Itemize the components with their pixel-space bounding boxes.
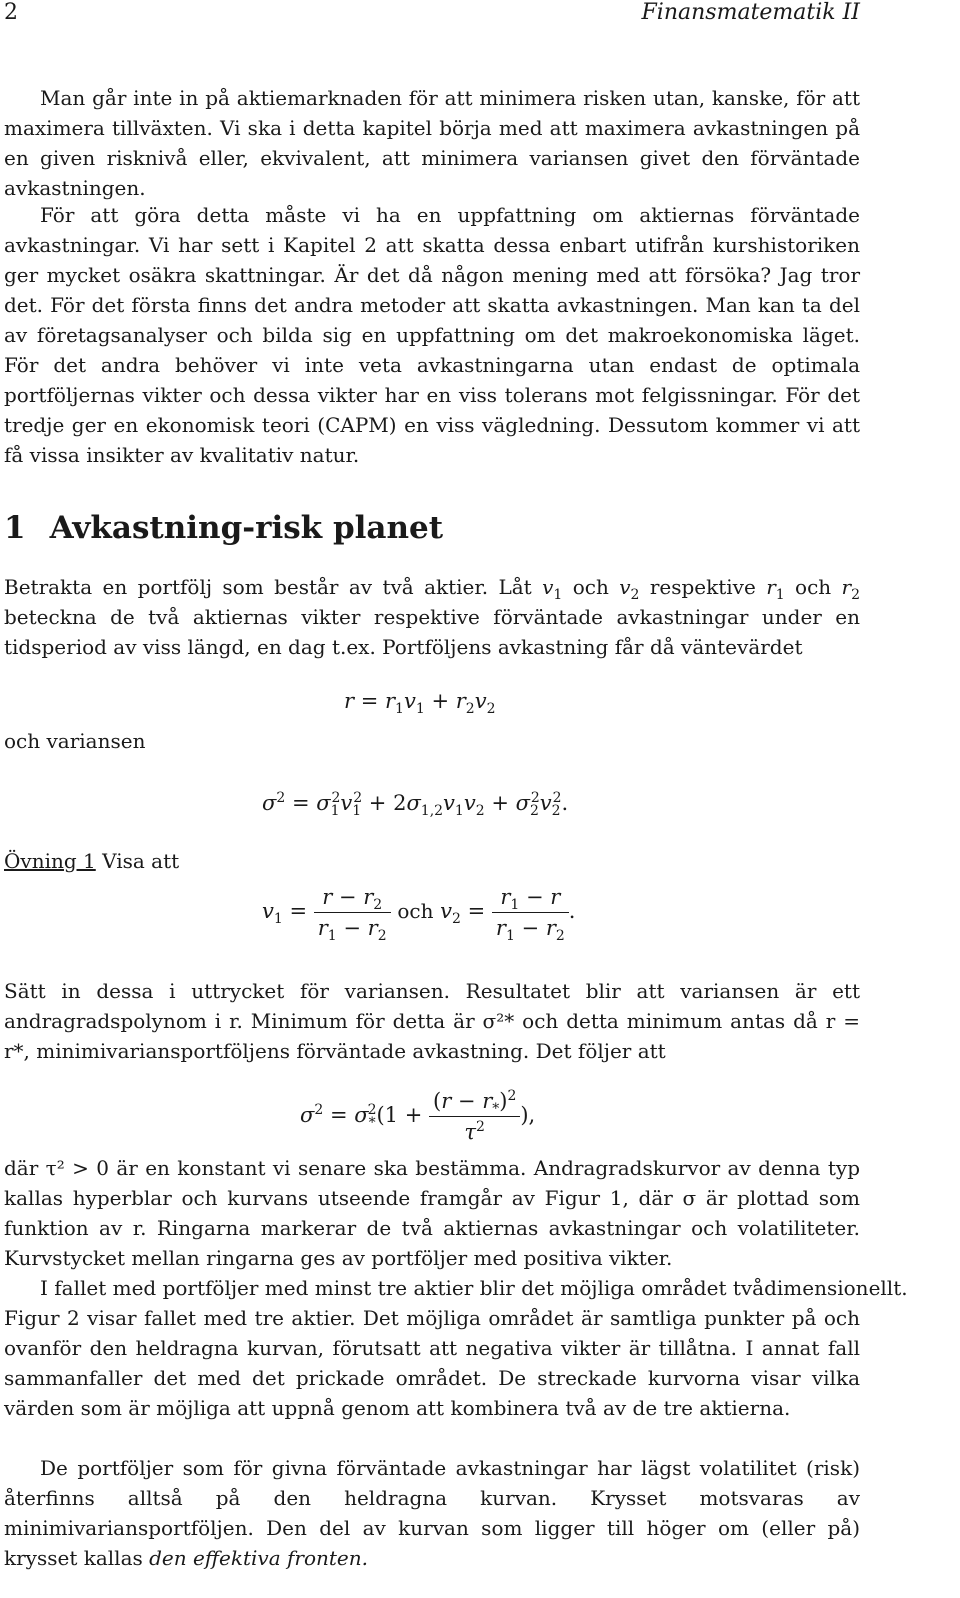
p3-och-1: och (572, 575, 609, 599)
running-title: Finansmatematik II (641, 0, 860, 25)
body-paragraph-6-first-line: I fallet med portföljer med minst tre aktier blir det möjliga området tvådimensionellt. (40, 1276, 908, 1300)
p3-text-a: Betrakta en portfölj som består av två aktier. Låt (4, 575, 543, 599)
body-paragraph-3: Betrakta en portfölj som består av två aktier. Låt $v_1$ och $v_2$ respektive $r_1$ och $r_2$ beteckna de två aktiernas vikter respektive förväntade avkastningar under en tidsperiod av viss längd, en dag t.ex. Portföljens avkastning får då väntevärdet (4, 575, 861, 659)
intro-paragraph-1: Man går inte in på aktiemarknaden för att minimera risken utan, kanske, för att maximera tillväxten. Vi ska i detta kapitel börja med att maximera avkastningen på en given risknivå eller, ekvivalent, att minimera variansen givet den förväntade avkastningen. (4, 86, 860, 200)
section-title: Avkastning-risk planet (49, 510, 444, 546)
body-paragraph-5: där τ² > 0 är en konstant vi senare ska bestämma. Andragradskurvor av denna typ kallas hyperblar och kurvans utseende framgår av Figur 1, där σ är plottad som funktion av r. Ringarna markerar de två aktiernas avkastningar och volatiliteter. Kurvstycket mellan ringarna ges av portföljer med positiva vikter. (4, 1156, 860, 1270)
page-number: 2 (4, 0, 18, 25)
page-header (4, 0, 860, 30)
exercise-text: Visa att (102, 849, 180, 873)
p3-respektive: respektive (649, 575, 756, 599)
exercise-label: Övning 1 (4, 849, 96, 873)
p7-text: De portföljer som för givna förväntade avkastningar har lägst volatilitet (risk) återfinns alltså på den heldragna kurvan. Krysset motsvaras av minimivariansportföljen. Den del av kurvan som ligger till höger om (eller på) krysset kallas (4, 1456, 860, 1570)
equation-expected-return: $r = r_1v_1 + r_2v_2$ (344, 689, 496, 718)
och-variansen-text: och variansen (4, 729, 146, 753)
section-number: 1 (4, 510, 26, 546)
intro-paragraph-2: För att göra detta måste vi ha en uppfattning om aktiernas förväntade avkastningar. Vi har sett i Kapitel 2 att skatta dessa enbart utifrån kurshistoriken ger mycket osäkra skattningar. Är det då någon mening med att försöka? Jag tror det. För det första finns det andra metoder att skatta avkastningen. Man kan ta del av företagsanalyser och bilda sig en uppfattning om det makroekonomiska läget. För det andra behöver vi inte veta avkastningarna utan endast de optimala portföljernas vikter och dessa vikter har en viss tolerans mot felgissningar. För det tredje ger en ekonomisk teori (CAPM) en viss vägledning. Dessutom kommer vi att få vissa insikter av kvalitativ natur. (4, 203, 860, 467)
fraction-tau: $\frac{(r - r_*)^2}{\tau^2}$ (429, 1086, 520, 1147)
equation-weights: $v_1$ = $\frac{r - r_2}{r_1 - r_2}$ och $v_2$ = $\frac{r_1 - r}{r_1 - r_2}$ . (262, 882, 575, 943)
p3-text-b: beteckna de två aktiernas vikter respektive förväntade avkastningar under en tidsperiod av viss längd, en dag t.ex. Portföljens avkastning får då väntevärdet (4, 605, 860, 659)
weights-och: och (397, 899, 434, 923)
fraction-v1: $\frac{r - r_2}{r_1 - r_2}$ (314, 882, 391, 943)
section-heading (4, 508, 443, 548)
p7-emphasis: den effektiva fronten. (149, 1546, 368, 1570)
fraction-v2: $\frac{r_1 - r}{r_1 - r_2}$ (492, 882, 569, 943)
body-paragraph-6: Figur 2 visar fallet med tre aktier. Det möjliga området är samtliga punkter på och ovanför den heldragna kurvan, förutsatt att negativa vikter är tillåtna. I annat fall sammanfaller det med det prickade området. De streckade kurvorna visar vilka värden som är möjliga att uppnå genom att kombinera två av de tre aktierna. (4, 1306, 860, 1420)
p3-och-2: och (795, 575, 832, 599)
body-paragraph-7 (4, 1453, 860, 1573)
equation-variance: $\sigma^2 = \sigma_1^2v_1^2 + 2\sigma_{1,2}v_1v_2 + \sigma_2^2v_2^2$. (262, 790, 569, 820)
body-paragraph-4: Sätt in dessa i uttrycket för variansen. Resultatet blir att variansen är ett andragradspolynom i r. Minimum för detta är σ²* och detta minimum antas då r = r*, minimivariansportföljens förväntade avkastning. Det följer att (4, 979, 860, 1063)
exercise-1 (4, 846, 179, 876)
equation-hyperbola: $\sigma^2 = \sigma_*^2(1$ + $\frac{(r - r_*)^2}{\tau^2}$ ), (300, 1086, 535, 1147)
